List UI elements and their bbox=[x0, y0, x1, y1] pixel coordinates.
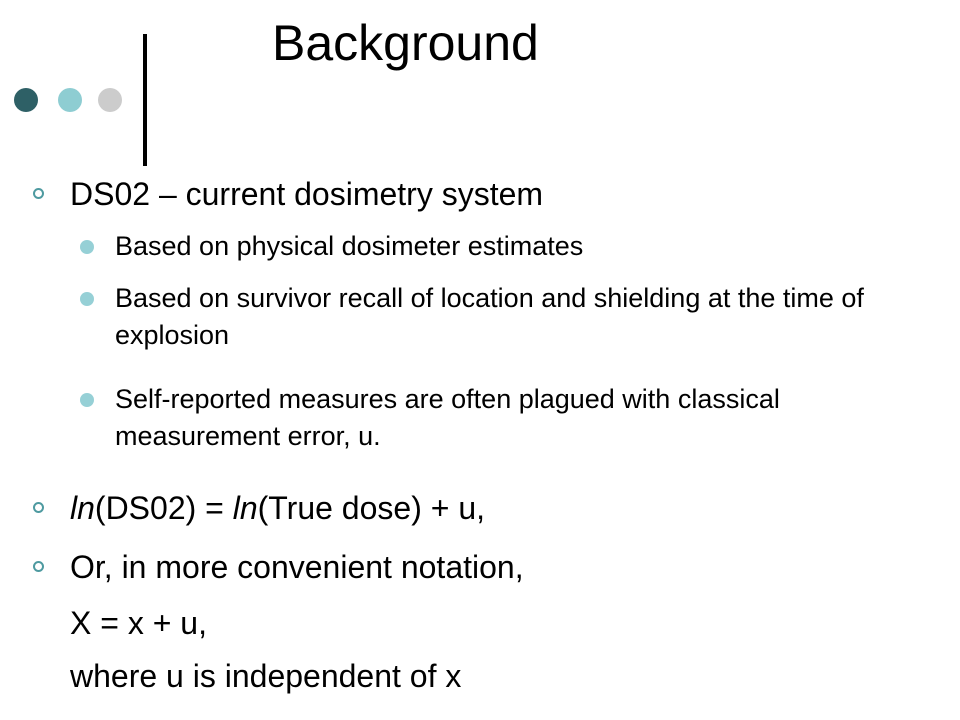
dot-dark-icon bbox=[14, 88, 38, 112]
equation-part-2: (True dose) + u, bbox=[257, 490, 485, 526]
bullet-ring-icon bbox=[33, 561, 44, 572]
sub-bullet-recall: Based on survivor recall of location and shielding at the time of explosion bbox=[115, 283, 864, 350]
bullet-notation: Or, in more convenient notation, bbox=[70, 549, 524, 585]
slide-title: Background bbox=[272, 15, 539, 71]
sub-bullet-self-reported: Self-reported measures are often plagued with classical measurement error, u. bbox=[115, 384, 780, 451]
bullet-ring-icon bbox=[33, 188, 44, 199]
sub-bullet-physical: Based on physical dosimeter estimates bbox=[115, 231, 584, 261]
equation-x: X = x + u, bbox=[70, 605, 207, 641]
bullet-ds02: DS02 – current dosimetry system bbox=[70, 176, 544, 212]
bullet-ln-equation bbox=[70, 489, 485, 527]
sub-bullet-dot-icon bbox=[80, 393, 94, 407]
bullet-ring-icon bbox=[33, 502, 44, 513]
ln-text: ln bbox=[70, 490, 95, 526]
dot-gray-icon bbox=[98, 88, 122, 112]
ln-text: ln bbox=[232, 490, 258, 526]
equation-part-1: (DS02) = bbox=[94, 490, 233, 526]
title-divider-line bbox=[143, 34, 147, 166]
sub-bullet-dot-icon bbox=[80, 292, 94, 306]
independence-note: where u is independent of x bbox=[70, 658, 462, 694]
sub-bullet-dot-icon bbox=[80, 240, 94, 254]
dot-teal-icon bbox=[58, 88, 82, 112]
